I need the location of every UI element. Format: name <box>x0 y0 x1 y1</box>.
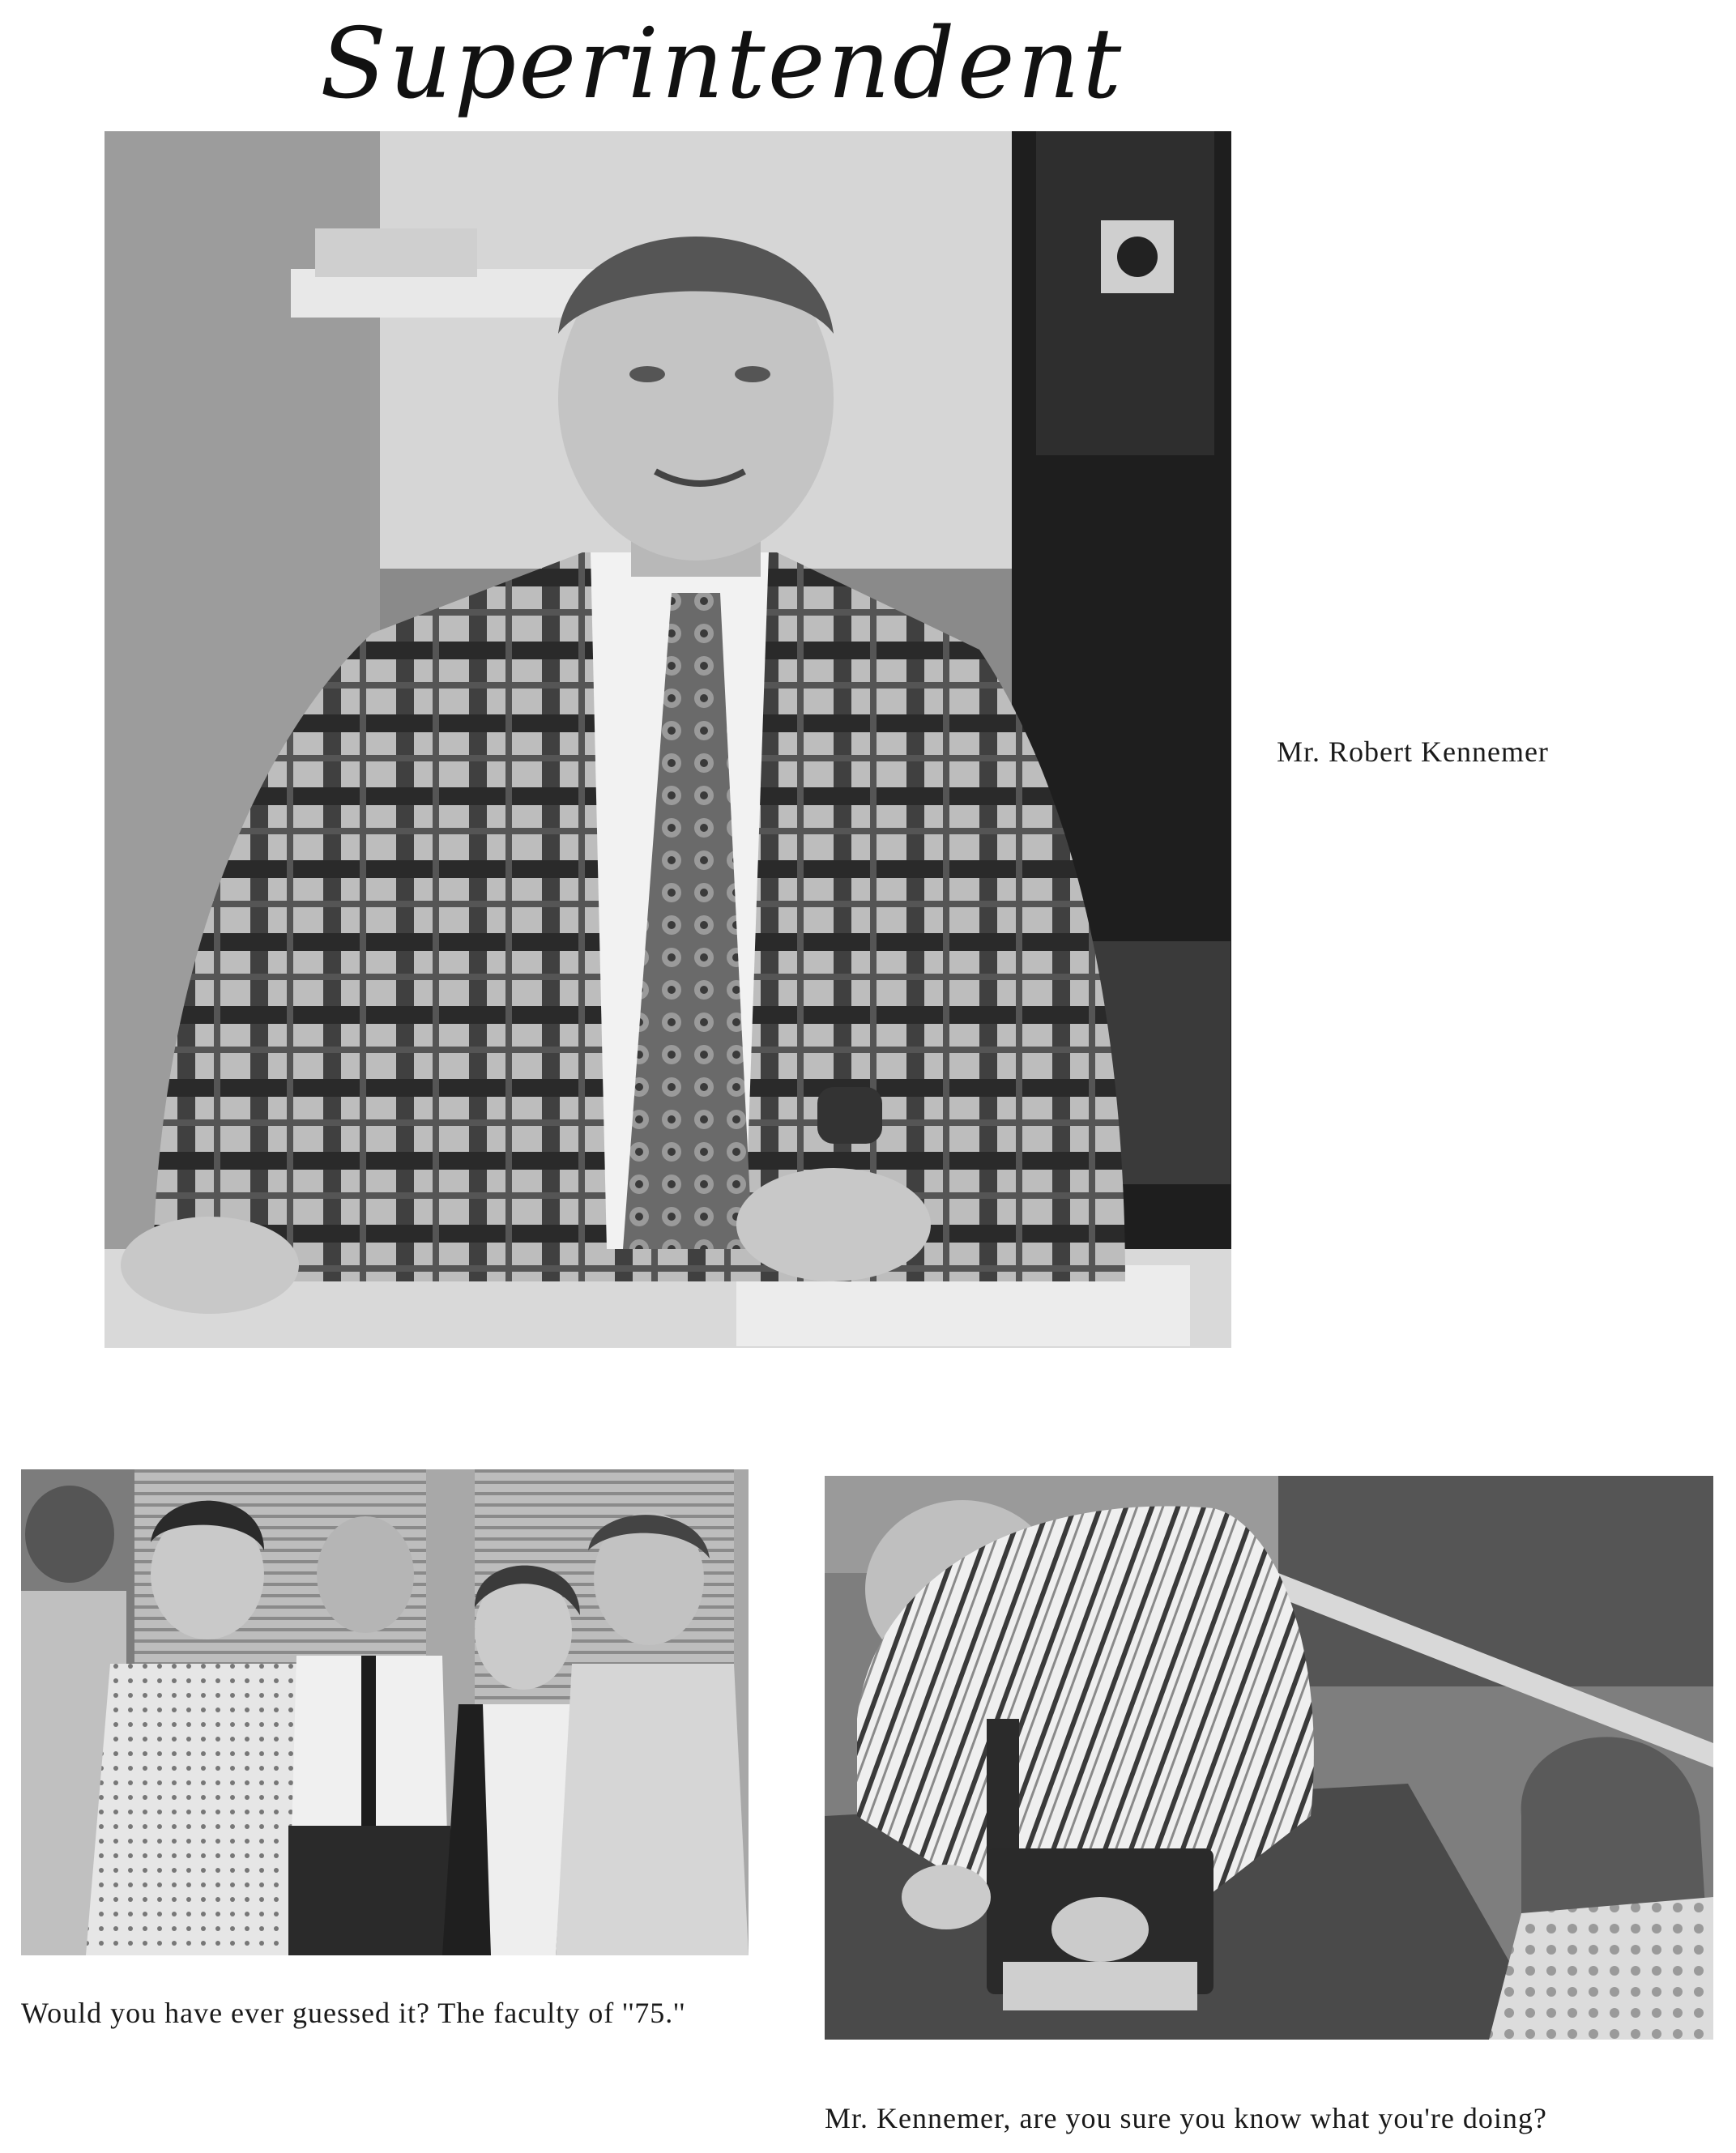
portrait-photo <box>105 131 1231 1348</box>
group-photo-icon <box>21 1469 749 1955</box>
typewriter-photo-icon <box>825 1476 1713 2040</box>
faculty-caption: Would you have ever guessed it? The faculty of ''75.'' <box>21 1997 686 2029</box>
typewriter-caption: Mr. Kennemer, are you sure you know what you're doing? <box>825 2102 1547 2134</box>
typewriter-photo <box>825 1476 1713 2040</box>
page-title: Superintendent <box>320 8 1124 121</box>
faculty-photo <box>21 1469 749 1955</box>
portrait-photo-icon <box>105 131 1231 1348</box>
portrait-caption: Mr. Robert Kennemer <box>1277 735 1549 768</box>
